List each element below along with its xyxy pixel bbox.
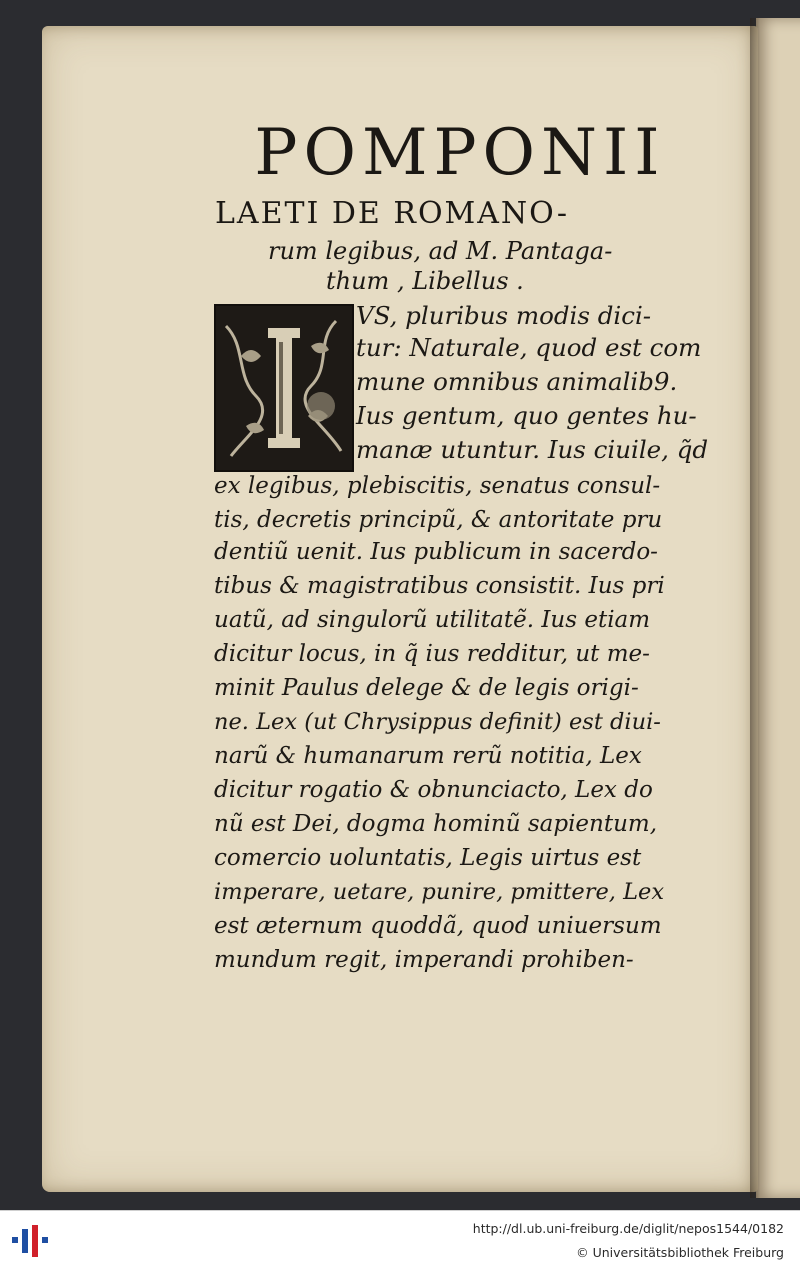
text-line-4: Ius gentum, quo gentes hu- [356,401,697,430]
gutter-shadow [750,18,760,1198]
text-line-16: nũ est Dei, dogma hominũ sapientum, [214,811,658,837]
text-line-8: dentiũ uenit. Ius publicum in sacerdo- [214,539,658,565]
text-line-2: tur: Naturale, quod est com [356,333,702,362]
page-title: POMPONII [254,116,666,190]
text-line-5: manæ utuntur. Ius ciuile, q̃d [356,435,709,464]
text-line-19: est æternum quoddã, quod uniuersum [214,913,662,939]
footer-url-link[interactable]: http://dl.ub.uni-freiburg.de/diglit/nepos1544/0182 [472,1221,784,1236]
ub-freiburg-logo-icon[interactable] [10,1223,50,1259]
viewer-footer [0,1210,800,1271]
text-line-18: imperare, uetare, punire, pmittere, Lex [214,879,665,905]
text-line-15: dicitur rogatio & obnunciacto, Lex do [214,777,653,803]
subtitle-line-1: LAETI DE ROMANO- [215,196,570,231]
text-line-3: mune omnibus animalib9. [356,367,678,396]
text-line-14: narũ & humanarum rerũ notitia, Lex [214,743,642,769]
text-line-6: ex legibus, plebiscitis, senatus consul- [214,473,661,499]
text-line-9: tibus & magistratibus consistit. Ius pri [214,573,665,599]
footer-copyright: © Universitätsbibliothek Freiburg [576,1245,784,1260]
text-line-17: comercio uoluntatis, Legis uirtus est [214,845,642,871]
woodcut-initial-art [216,306,352,470]
text-line-20: mundum regit, imperandi prohiben- [214,947,634,973]
text-line-10: uatũ, ad singulorũ utilitatẽ. Ius etiam [214,607,651,633]
adjacent-page-edge [756,18,800,1198]
text-line-7: tis, decretis principũ, & antoritate pru [214,507,663,533]
subtitle-line-2: rum legibus, ad M. Pantaga- [268,237,613,265]
subtitle-line-3: thum , Libellus . [326,267,524,295]
text-line-12: minit Paulus delege & de legis origi- [214,675,639,701]
text-line-1: VS, pluribus modis dici- [356,301,652,330]
text-line-11: dicitur locus, in q̃ ius redditur, ut me- [214,641,650,667]
woodcut-initial [214,304,354,472]
text-line-13: ne. Lex (ut Chrysippus definit) est diui- [214,709,661,735]
